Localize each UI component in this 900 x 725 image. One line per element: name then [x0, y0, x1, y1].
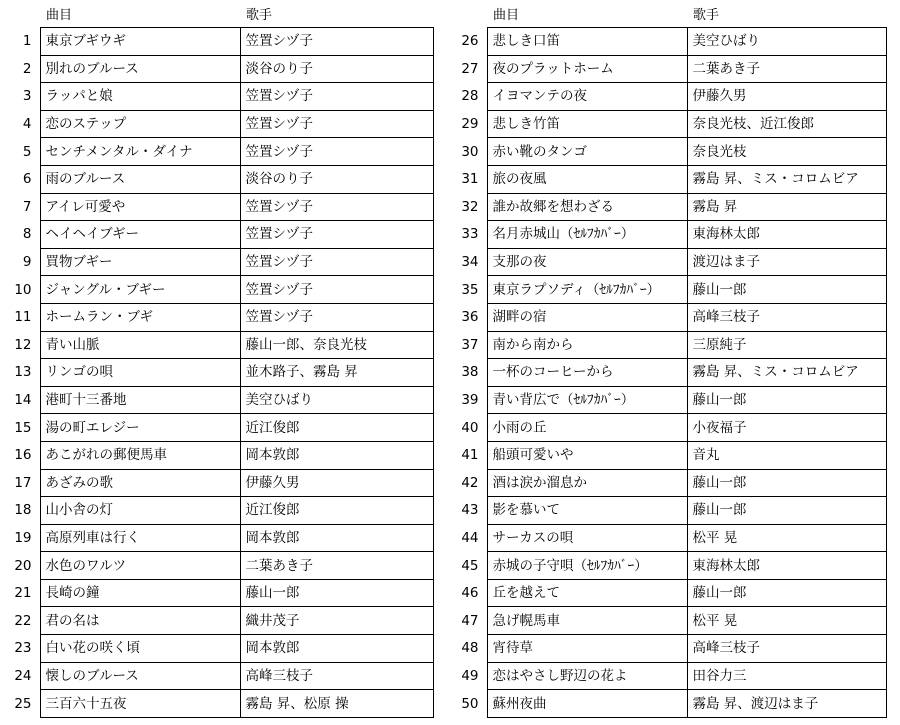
song-title: 水色のワルツ [40, 552, 240, 580]
song-title: 一杯のコーヒーから [487, 359, 687, 387]
row-number: 42 [461, 474, 479, 491]
artist-name: 岡本敦郎 [240, 635, 433, 663]
song-title: 旅の夜風 [487, 165, 687, 193]
row-number: 32 [461, 198, 479, 215]
row-number: 39 [461, 392, 479, 409]
artist-name: 霧島 昇、ミス・コロムビア [687, 359, 886, 387]
table-row [0, 635, 433, 663]
artist-name: 淡谷のり子 [240, 165, 433, 193]
artist-name: 近江俊郎 [240, 497, 433, 525]
song-title: 蘇州夜曲 [487, 690, 687, 718]
song-title: 君の名は [40, 607, 240, 635]
table-row [0, 662, 433, 690]
artist-name: 二葉あき子 [687, 55, 886, 83]
table-row [447, 441, 886, 469]
row-number: 28 [461, 88, 479, 105]
song-list-right [447, 5, 887, 718]
song-title: 恋のステップ [40, 110, 240, 138]
row-number: 24 [14, 667, 32, 684]
artist-name: 織井茂子 [240, 607, 433, 635]
table-row [0, 441, 433, 469]
row-number: 5 [22, 143, 32, 160]
row-number: 43 [461, 502, 479, 519]
artist-name: 三原純子 [687, 331, 886, 359]
row-number: 15 [14, 419, 32, 436]
song-title: あざみの歌 [40, 469, 240, 497]
table-row [0, 607, 433, 635]
table-row [0, 552, 433, 580]
table-row [0, 579, 433, 607]
song-title: ヘイヘイブギー [40, 221, 240, 249]
table-row [447, 414, 886, 442]
table-row [447, 662, 886, 690]
artist-name: 音丸 [687, 441, 886, 469]
header-row [0, 5, 434, 27]
song-table-right [447, 27, 887, 718]
row-number: 9 [22, 254, 32, 271]
artist-name: 高峰三枝子 [687, 635, 886, 663]
table-row [447, 635, 886, 663]
table-row [0, 497, 433, 525]
song-title: ラッパと娘 [40, 83, 240, 111]
table-row [447, 331, 886, 359]
artist-name: 伊藤久男 [687, 83, 886, 111]
song-title: 東京ラプソディ（ｾﾙﾌｶﾊﾞｰ） [487, 276, 687, 304]
song-title: 夜のプラットホーム [487, 55, 687, 83]
row-number: 12 [14, 336, 32, 353]
artist-name: 霧島 昇 [687, 193, 886, 221]
table-row [0, 55, 433, 83]
artist-name: 東海林太郎 [687, 552, 886, 580]
song-title: 悲しき口笛 [487, 28, 687, 56]
row-number: 48 [461, 640, 479, 657]
row-number: 40 [461, 419, 479, 436]
song-list-left [0, 5, 434, 718]
row-number: 10 [14, 281, 32, 298]
song-table-left [0, 27, 434, 718]
row-number: 34 [461, 254, 479, 271]
row-number: 36 [461, 309, 479, 326]
table-row [0, 469, 433, 497]
table-row [447, 221, 886, 249]
row-number: 46 [461, 585, 479, 602]
table-row [447, 524, 886, 552]
row-number: 38 [461, 364, 479, 381]
artist-name: 岡本敦郎 [240, 441, 433, 469]
table-row [447, 579, 886, 607]
song-title: 三百六十五夜 [40, 690, 240, 718]
song-title: 東京ブギウギ [40, 28, 240, 56]
artist-name: 藤山一郎 [687, 497, 886, 525]
song-title: ホームラン・ブギ [40, 303, 240, 331]
artist-name: 淡谷のり子 [240, 55, 433, 83]
table-row [447, 248, 886, 276]
row-number: 47 [461, 612, 479, 629]
song-title: リンゴの唄 [40, 359, 240, 387]
artist-name: 伊藤久男 [240, 469, 433, 497]
row-number: 3 [22, 88, 32, 105]
artist-name: 笠置シヅ子 [240, 193, 433, 221]
song-title: 支那の夜 [487, 248, 687, 276]
song-title: 長崎の鐘 [40, 579, 240, 607]
header-artist: 歌手 [246, 8, 273, 23]
table-row [447, 497, 886, 525]
table-row [447, 552, 886, 580]
artist-name: 東海林太郎 [687, 221, 886, 249]
artist-name: 霧島 昇、渡辺はま子 [687, 690, 886, 718]
song-title: 誰か故郷を想わざる [487, 193, 687, 221]
song-title: サーカスの唄 [487, 524, 687, 552]
artist-name: 松平 晃 [687, 607, 886, 635]
artist-name: 岡本敦郎 [240, 524, 433, 552]
artist-name: 笠置シヅ子 [240, 28, 433, 56]
song-title: 湯の町エレジー [40, 414, 240, 442]
table-row [447, 83, 886, 111]
artist-name: 美空ひばり [240, 386, 433, 414]
table-row [0, 386, 433, 414]
table-row [447, 386, 886, 414]
table-row [0, 165, 433, 193]
artist-name: 松平 晃 [687, 524, 886, 552]
row-number: 2 [22, 60, 32, 77]
row-number: 49 [461, 667, 479, 684]
table-row [0, 359, 433, 387]
artist-name: 高峰三枝子 [240, 662, 433, 690]
song-title: 宵待草 [487, 635, 687, 663]
table-row [0, 221, 433, 249]
row-number: 1 [22, 33, 32, 50]
song-title: 赤い靴のタンゴ [487, 138, 687, 166]
table-row [447, 110, 886, 138]
song-title: ジャングル・ブギー [40, 276, 240, 304]
song-title: 小雨の丘 [487, 414, 687, 442]
song-title: 急げ幌馬車 [487, 607, 687, 635]
artist-name: 藤山一郎 [687, 386, 886, 414]
row-number: 16 [14, 447, 32, 464]
song-title: 酒は涙か溜息か [487, 469, 687, 497]
song-title: 雨のブルース [40, 165, 240, 193]
artist-name: 田谷力三 [687, 662, 886, 690]
table-row [0, 248, 433, 276]
header-song: 曲目 [493, 8, 520, 23]
artist-name: 奈良光枝、近江俊郎 [687, 110, 886, 138]
row-number: 30 [461, 143, 479, 160]
row-number: 6 [22, 171, 32, 188]
row-number: 41 [461, 447, 479, 464]
row-number: 20 [14, 557, 32, 574]
row-number: 29 [461, 116, 479, 133]
table-row [447, 690, 886, 718]
artist-name: 藤山一郎 [240, 579, 433, 607]
song-title: 南から南から [487, 331, 687, 359]
table-row [0, 331, 433, 359]
artist-name: 笠置シヅ子 [240, 303, 433, 331]
row-number: 33 [461, 226, 479, 243]
row-number: 4 [22, 116, 32, 133]
table-row [447, 276, 886, 304]
table-row [447, 55, 886, 83]
row-number: 21 [14, 585, 32, 602]
row-number: 26 [461, 33, 479, 50]
artist-name: 奈良光枝 [687, 138, 886, 166]
artist-name: 小夜福子 [687, 414, 886, 442]
row-number: 14 [14, 392, 32, 409]
artist-name: 藤山一郎、奈良光枝 [240, 331, 433, 359]
artist-name: 藤山一郎 [687, 469, 886, 497]
song-title: イヨマンテの夜 [487, 83, 687, 111]
header-song: 曲目 [46, 8, 73, 23]
artist-name: 藤山一郎 [687, 579, 886, 607]
song-title: 別れのブルース [40, 55, 240, 83]
row-number: 45 [461, 557, 479, 574]
table-row [447, 359, 886, 387]
song-title: 白い花の咲く頃 [40, 635, 240, 663]
row-number: 27 [461, 60, 479, 77]
row-number: 19 [14, 529, 32, 546]
table-row [0, 414, 433, 442]
table-row [447, 469, 886, 497]
song-title: 山小舎の灯 [40, 497, 240, 525]
song-title: 赤城の子守唄（ｾﾙﾌｶﾊﾞｰ） [487, 552, 687, 580]
song-title: 青い背広で（ｾﾙﾌｶﾊﾞｰ） [487, 386, 687, 414]
artist-name: 笠置シヅ子 [240, 248, 433, 276]
table-row [447, 607, 886, 635]
header-row [447, 5, 887, 27]
song-title: 恋はやさし野辺の花よ [487, 662, 687, 690]
song-title: 高原列車は行く [40, 524, 240, 552]
song-title: 買物ブギー [40, 248, 240, 276]
row-number: 37 [461, 336, 479, 353]
table-row [0, 303, 433, 331]
table-row [0, 83, 433, 111]
song-title: 船頭可愛いや [487, 441, 687, 469]
artist-name: 渡辺はま子 [687, 248, 886, 276]
header-artist: 歌手 [693, 8, 720, 23]
song-title: アイレ可愛や [40, 193, 240, 221]
song-title: 懐しのブルース [40, 662, 240, 690]
song-title: 名月赤城山（ｾﾙﾌｶﾊﾞｰ） [487, 221, 687, 249]
table-row [447, 28, 886, 56]
table-row [447, 303, 886, 331]
row-number: 50 [461, 695, 479, 712]
table-row [0, 138, 433, 166]
artist-name: 霧島 昇、ミス・コロムビア [687, 165, 886, 193]
table-row [0, 524, 433, 552]
song-title: センチメンタル・ダイナ [40, 138, 240, 166]
artist-name: 笠置シヅ子 [240, 110, 433, 138]
artist-name: 笠置シヅ子 [240, 138, 433, 166]
song-table-body [0, 28, 433, 718]
row-number: 31 [461, 171, 479, 188]
table-row [447, 165, 886, 193]
song-title: 悲しき竹笛 [487, 110, 687, 138]
row-number: 11 [14, 309, 32, 326]
artist-name: 近江俊郎 [240, 414, 433, 442]
table-row [0, 690, 433, 718]
row-number: 22 [14, 612, 32, 629]
table-row [0, 110, 433, 138]
row-number: 17 [14, 474, 32, 491]
artist-name: 並木路子、霧島 昇 [240, 359, 433, 387]
row-number: 18 [14, 502, 32, 519]
table-row [447, 193, 886, 221]
artist-name: 笠置シヅ子 [240, 221, 433, 249]
table-row [0, 193, 433, 221]
row-number: 23 [14, 640, 32, 657]
song-table-body [447, 28, 886, 718]
row-number: 8 [22, 226, 32, 243]
table-row [447, 138, 886, 166]
song-title: 湖畔の宿 [487, 303, 687, 331]
table-row [0, 28, 433, 56]
row-number: 25 [14, 695, 32, 712]
song-title: 丘を越えて [487, 579, 687, 607]
artist-name: 笠置シヅ子 [240, 83, 433, 111]
artist-name: 藤山一郎 [687, 276, 886, 304]
song-title: あこがれの郵便馬車 [40, 441, 240, 469]
song-title: 影を慕いて [487, 497, 687, 525]
row-number: 7 [22, 198, 32, 215]
artist-name: 二葉あき子 [240, 552, 433, 580]
row-number: 44 [461, 529, 479, 546]
artist-name: 笠置シヅ子 [240, 276, 433, 304]
table-row [0, 276, 433, 304]
row-number: 13 [14, 364, 32, 381]
artist-name: 美空ひばり [687, 28, 886, 56]
row-number: 35 [461, 281, 479, 298]
artist-name: 高峰三枝子 [687, 303, 886, 331]
artist-name: 霧島 昇、松原 操 [240, 690, 433, 718]
song-title: 港町十三番地 [40, 386, 240, 414]
song-title: 青い山脈 [40, 331, 240, 359]
